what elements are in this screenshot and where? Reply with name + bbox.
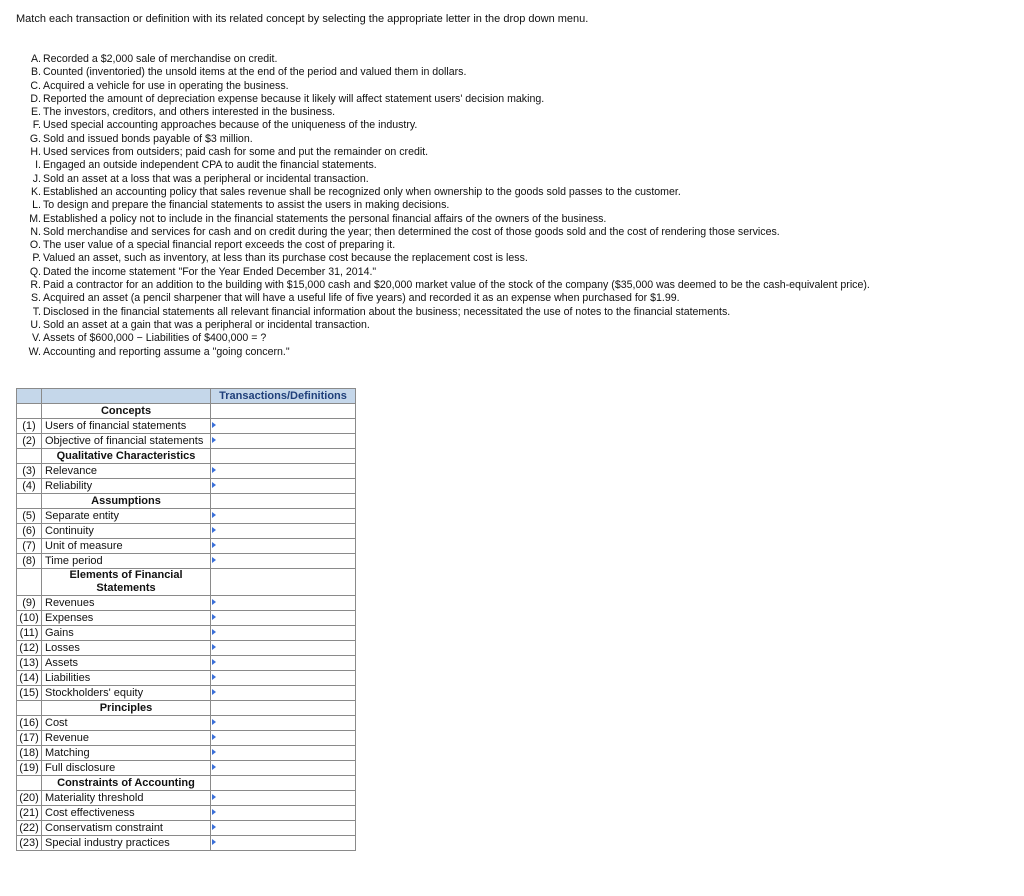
concept-number: (18) [17,746,42,761]
section-title: Principles [42,701,211,716]
concept-row [17,806,356,821]
section-row [17,494,356,509]
option-text: Disclosed in the financial statements all relevant financial information about the business; necessitated the use of notes to the financial statements. [43,305,731,318]
concept-label: Materiality threshold [42,791,211,806]
answer-dropdown[interactable] [211,791,356,806]
section-title: Qualitative Characteristics [42,449,211,464]
concept-row [17,716,356,731]
instruction-text: Match each transaction or definition with its related concept by selecting the appropriate letter in the drop down menu. [16,13,589,25]
answer-dropdown[interactable] [211,746,356,761]
answer-dropdown[interactable] [211,671,356,686]
matching-table [16,388,356,851]
section-blank-cell [17,449,42,464]
concept-label: Cost [42,716,211,731]
concept-row [17,671,356,686]
option-text: Reported the amount of depreciation expense because it likely will affect statement users' decision making. [43,92,545,105]
section-title: Concepts [42,404,211,419]
option-item [24,146,870,159]
dropdown-arrow-icon[interactable] [212,734,216,740]
concept-label: Special industry practices [42,836,211,851]
answer-dropdown[interactable] [211,761,356,776]
section-blank-cell [17,404,42,419]
option-text: Sold an asset at a gain that was a peripheral or incidental transaction. [43,318,370,331]
answer-dropdown[interactable] [211,554,356,569]
answer-dropdown[interactable] [211,611,356,626]
answer-dropdown[interactable] [211,686,356,701]
option-item [24,106,870,119]
concept-label: Objective of financial statements [42,434,211,449]
section-blank-cell [17,701,42,716]
option-letter: B. [30,66,41,79]
section-row [17,449,356,464]
option-letter: A. [30,53,41,65]
option-text: Acquired a vehicle for use in operating the business. [43,79,289,92]
dropdown-arrow-icon[interactable] [212,794,216,800]
answer-dropdown[interactable] [211,464,356,479]
option-item [24,173,870,186]
answer-dropdown[interactable] [211,656,356,671]
dropdown-arrow-icon[interactable] [212,482,216,488]
option-item [24,346,870,359]
dropdown-arrow-icon[interactable] [212,629,216,635]
section-title: Elements of Financial Statements [42,569,211,596]
concept-row [17,524,356,539]
concept-row [17,686,356,701]
option-letter: O. [29,239,41,252]
concept-number: (5) [17,509,42,524]
section-row [17,776,356,791]
option-text: The user value of a special financial report exceeds the cost of preparing it. [43,239,396,252]
answer-dropdown[interactable] [211,626,356,641]
dropdown-arrow-icon[interactable] [212,809,216,815]
answer-dropdown[interactable] [211,539,356,554]
dropdown-arrow-icon[interactable] [212,614,216,620]
concept-row [17,641,356,656]
option-item [24,292,870,305]
option-letter: V. [31,332,41,345]
concept-number: (12) [17,641,42,656]
concept-number: (23) [17,836,42,851]
option-text: Dated the income statement "For the Year Ended December 31, 2014." [43,265,377,278]
option-letter: E. [30,106,41,119]
concept-label: Time period [42,554,211,569]
option-letter: J. [32,172,41,185]
concept-row [17,731,356,746]
answer-dropdown[interactable] [211,524,356,539]
option-letter: P. [32,252,41,265]
header-blank-cell [17,389,42,404]
dropdown-arrow-icon[interactable] [212,674,216,680]
dropdown-arrow-icon[interactable] [212,437,216,443]
option-item [24,119,870,132]
concept-number: (9) [17,596,42,611]
concept-number: (14) [17,671,42,686]
concept-row [17,611,356,626]
concept-row [17,434,356,449]
answer-dropdown[interactable] [211,716,356,731]
concept-label: Expenses [42,611,211,626]
option-text: Accounting and reporting assume a "going concern." [43,345,290,358]
answer-dropdown[interactable] [211,641,356,656]
dropdown-arrow-icon[interactable] [212,527,216,533]
options-list [24,53,870,359]
option-item [24,53,870,66]
option-text: Used services from outsiders; paid cash for some and put the remainder on credit. [43,146,429,159]
dropdown-arrow-icon[interactable] [212,512,216,518]
option-item [24,159,870,172]
answer-dropdown[interactable] [211,836,356,851]
option-letter: H. [30,146,41,159]
option-text: Recorded a $2,000 sale of merchandise on credit. [43,53,278,65]
concept-label: Cost effectiveness [42,806,211,821]
option-item [24,239,870,252]
option-letter: U. [30,318,41,331]
section-title: Assumptions [42,494,211,509]
concept-number: (11) [17,626,42,641]
dropdown-arrow-icon[interactable] [212,467,216,473]
answer-dropdown[interactable] [211,509,356,524]
section-title: Constraints of Accounting [42,776,211,791]
section-blank-cell [211,776,356,791]
concept-label: Gains [42,626,211,641]
option-letter: F. [32,119,41,132]
option-text: Assets of $600,000 − Liabilities of $400,000 = ? [43,332,267,345]
concept-number: (17) [17,731,42,746]
concept-label: Revenues [42,596,211,611]
answer-dropdown[interactable] [211,806,356,821]
option-letter: D. [30,92,41,105]
option-text: Sold and issued bonds payable of $3 million. [43,132,253,145]
concept-label: Stockholders' equity [42,686,211,701]
dropdown-arrow-icon[interactable] [212,659,216,665]
option-letter: S. [30,292,41,305]
concept-label: Full disclosure [42,761,211,776]
option-letter: R. [30,279,41,292]
option-item [24,332,870,345]
concept-number: (8) [17,554,42,569]
concept-row [17,836,356,851]
section-blank-cell [211,701,356,716]
concept-number: (13) [17,656,42,671]
concept-number: (1) [17,419,42,434]
option-text: Paid a contractor for an addition to the building with $15,000 cash and $20,000 market value of the stock of the company ($35,000 was deemed to be the cash-equivalent price). [43,279,870,292]
option-text: Counted (inventoried) the unsold items at the end of the period and valued them in dollars. [43,66,467,79]
dropdown-arrow-icon[interactable] [212,719,216,725]
option-text: Used special accounting approaches because of the uniqueness of the industry. [43,119,418,132]
concept-label: Users of financial statements [42,419,211,434]
concept-row [17,509,356,524]
concept-label: Separate entity [42,509,211,524]
section-blank-cell [17,776,42,791]
concept-row [17,479,356,494]
section-blank-cell [17,569,42,596]
concept-number: (2) [17,434,42,449]
option-text: Sold merchandise and services for cash and on credit during the year; then determined the cost of those goods sold and the cost of rendering those services. [43,225,780,238]
option-letter: I. [35,159,41,172]
concept-label: Matching [42,746,211,761]
concept-number: (7) [17,539,42,554]
option-letter: T. [32,305,41,318]
answer-dropdown[interactable] [211,434,356,449]
concept-row [17,656,356,671]
option-letter: N. [30,225,41,238]
option-item [24,80,870,93]
concept-number: (4) [17,479,42,494]
concept-row [17,554,356,569]
section-row [17,701,356,716]
section-blank-cell [211,404,356,419]
section-blank-cell [211,494,356,509]
option-letter: L. [32,199,41,212]
concept-row [17,464,356,479]
concept-number: (21) [17,806,42,821]
concept-row [17,596,356,611]
dropdown-arrow-icon[interactable] [212,557,216,563]
option-item [24,93,870,106]
concept-label: Reliability [42,479,211,494]
concept-number: (22) [17,821,42,836]
option-item [24,226,870,239]
dropdown-arrow-icon[interactable] [212,764,216,770]
option-item [24,186,870,199]
option-letter: G. [29,132,41,145]
dropdown-arrow-icon[interactable] [212,422,216,428]
header-transactions: Transactions/Definitions [211,389,356,404]
concept-row [17,539,356,554]
answer-dropdown[interactable] [211,731,356,746]
concept-row [17,761,356,776]
concept-label: Liabilities [42,671,211,686]
option-text: The investors, creditors, and others interested in the business. [43,106,336,119]
concept-row [17,791,356,806]
option-text: Acquired an asset (a pencil sharpener that will have a useful life of five years) and recorded it as an expense when purchased for $1.99. [43,292,680,305]
option-text: Valued an asset, such as inventory, at less than its purchase cost because the replacement cost is less. [43,252,528,265]
option-text: To design and prepare the financial statements to assist the users in making decisions. [43,199,450,212]
answer-dropdown[interactable] [211,821,356,836]
concept-number: (10) [17,611,42,626]
option-item [24,199,870,212]
option-item [24,279,870,292]
dropdown-arrow-icon[interactable] [212,644,216,650]
option-text: Established a policy not to include in the financial statements the personal financial affairs of the owners of the business. [43,212,607,225]
concept-row [17,626,356,641]
concept-number: (20) [17,791,42,806]
concept-number: (15) [17,686,42,701]
option-item [24,213,870,226]
option-text: Established an accounting policy that sales revenue shall be recognized only when ownership to the goods sold passes to the customer. [43,185,681,198]
concept-row [17,821,356,836]
dropdown-arrow-icon[interactable] [212,749,216,755]
concept-number: (16) [17,716,42,731]
concept-label: Unit of measure [42,539,211,554]
section-blank-cell [211,569,356,596]
option-letter: C. [30,79,41,92]
section-blank-cell [211,449,356,464]
concept-row [17,746,356,761]
concept-number: (3) [17,464,42,479]
answer-dropdown[interactable] [211,419,356,434]
concept-label: Assets [42,656,211,671]
option-letter: Q. [29,265,41,278]
concept-label: Losses [42,641,211,656]
section-row [17,404,356,419]
dropdown-arrow-icon[interactable] [212,542,216,548]
concept-label: Conservatism constraint [42,821,211,836]
header-blank-cell [42,389,211,404]
option-item [24,319,870,332]
dropdown-arrow-icon[interactable] [212,689,216,695]
option-item [24,306,870,319]
concept-label: Revenue [42,731,211,746]
option-letter: M. [29,212,41,225]
answer-dropdown[interactable] [211,596,356,611]
table-header-row [17,389,356,404]
concept-number: (6) [17,524,42,539]
option-text: Engaged an outside independent CPA to audit the financial statements. [43,159,377,172]
option-letter: K. [30,185,41,198]
concept-row [17,419,356,434]
option-item [24,252,870,265]
answer-dropdown[interactable] [211,479,356,494]
dropdown-arrow-icon[interactable] [212,839,216,845]
concept-label: Continuity [42,524,211,539]
option-letter: W. [28,345,41,358]
section-row [17,569,356,596]
concept-number: (19) [17,761,42,776]
option-item [24,133,870,146]
option-item [24,66,870,79]
section-blank-cell [17,494,42,509]
dropdown-arrow-icon[interactable] [212,824,216,830]
option-text: Sold an asset at a loss that was a peripheral or incidental transaction. [43,172,369,185]
option-item [24,266,870,279]
concept-label: Relevance [42,464,211,479]
dropdown-arrow-icon[interactable] [212,599,216,605]
